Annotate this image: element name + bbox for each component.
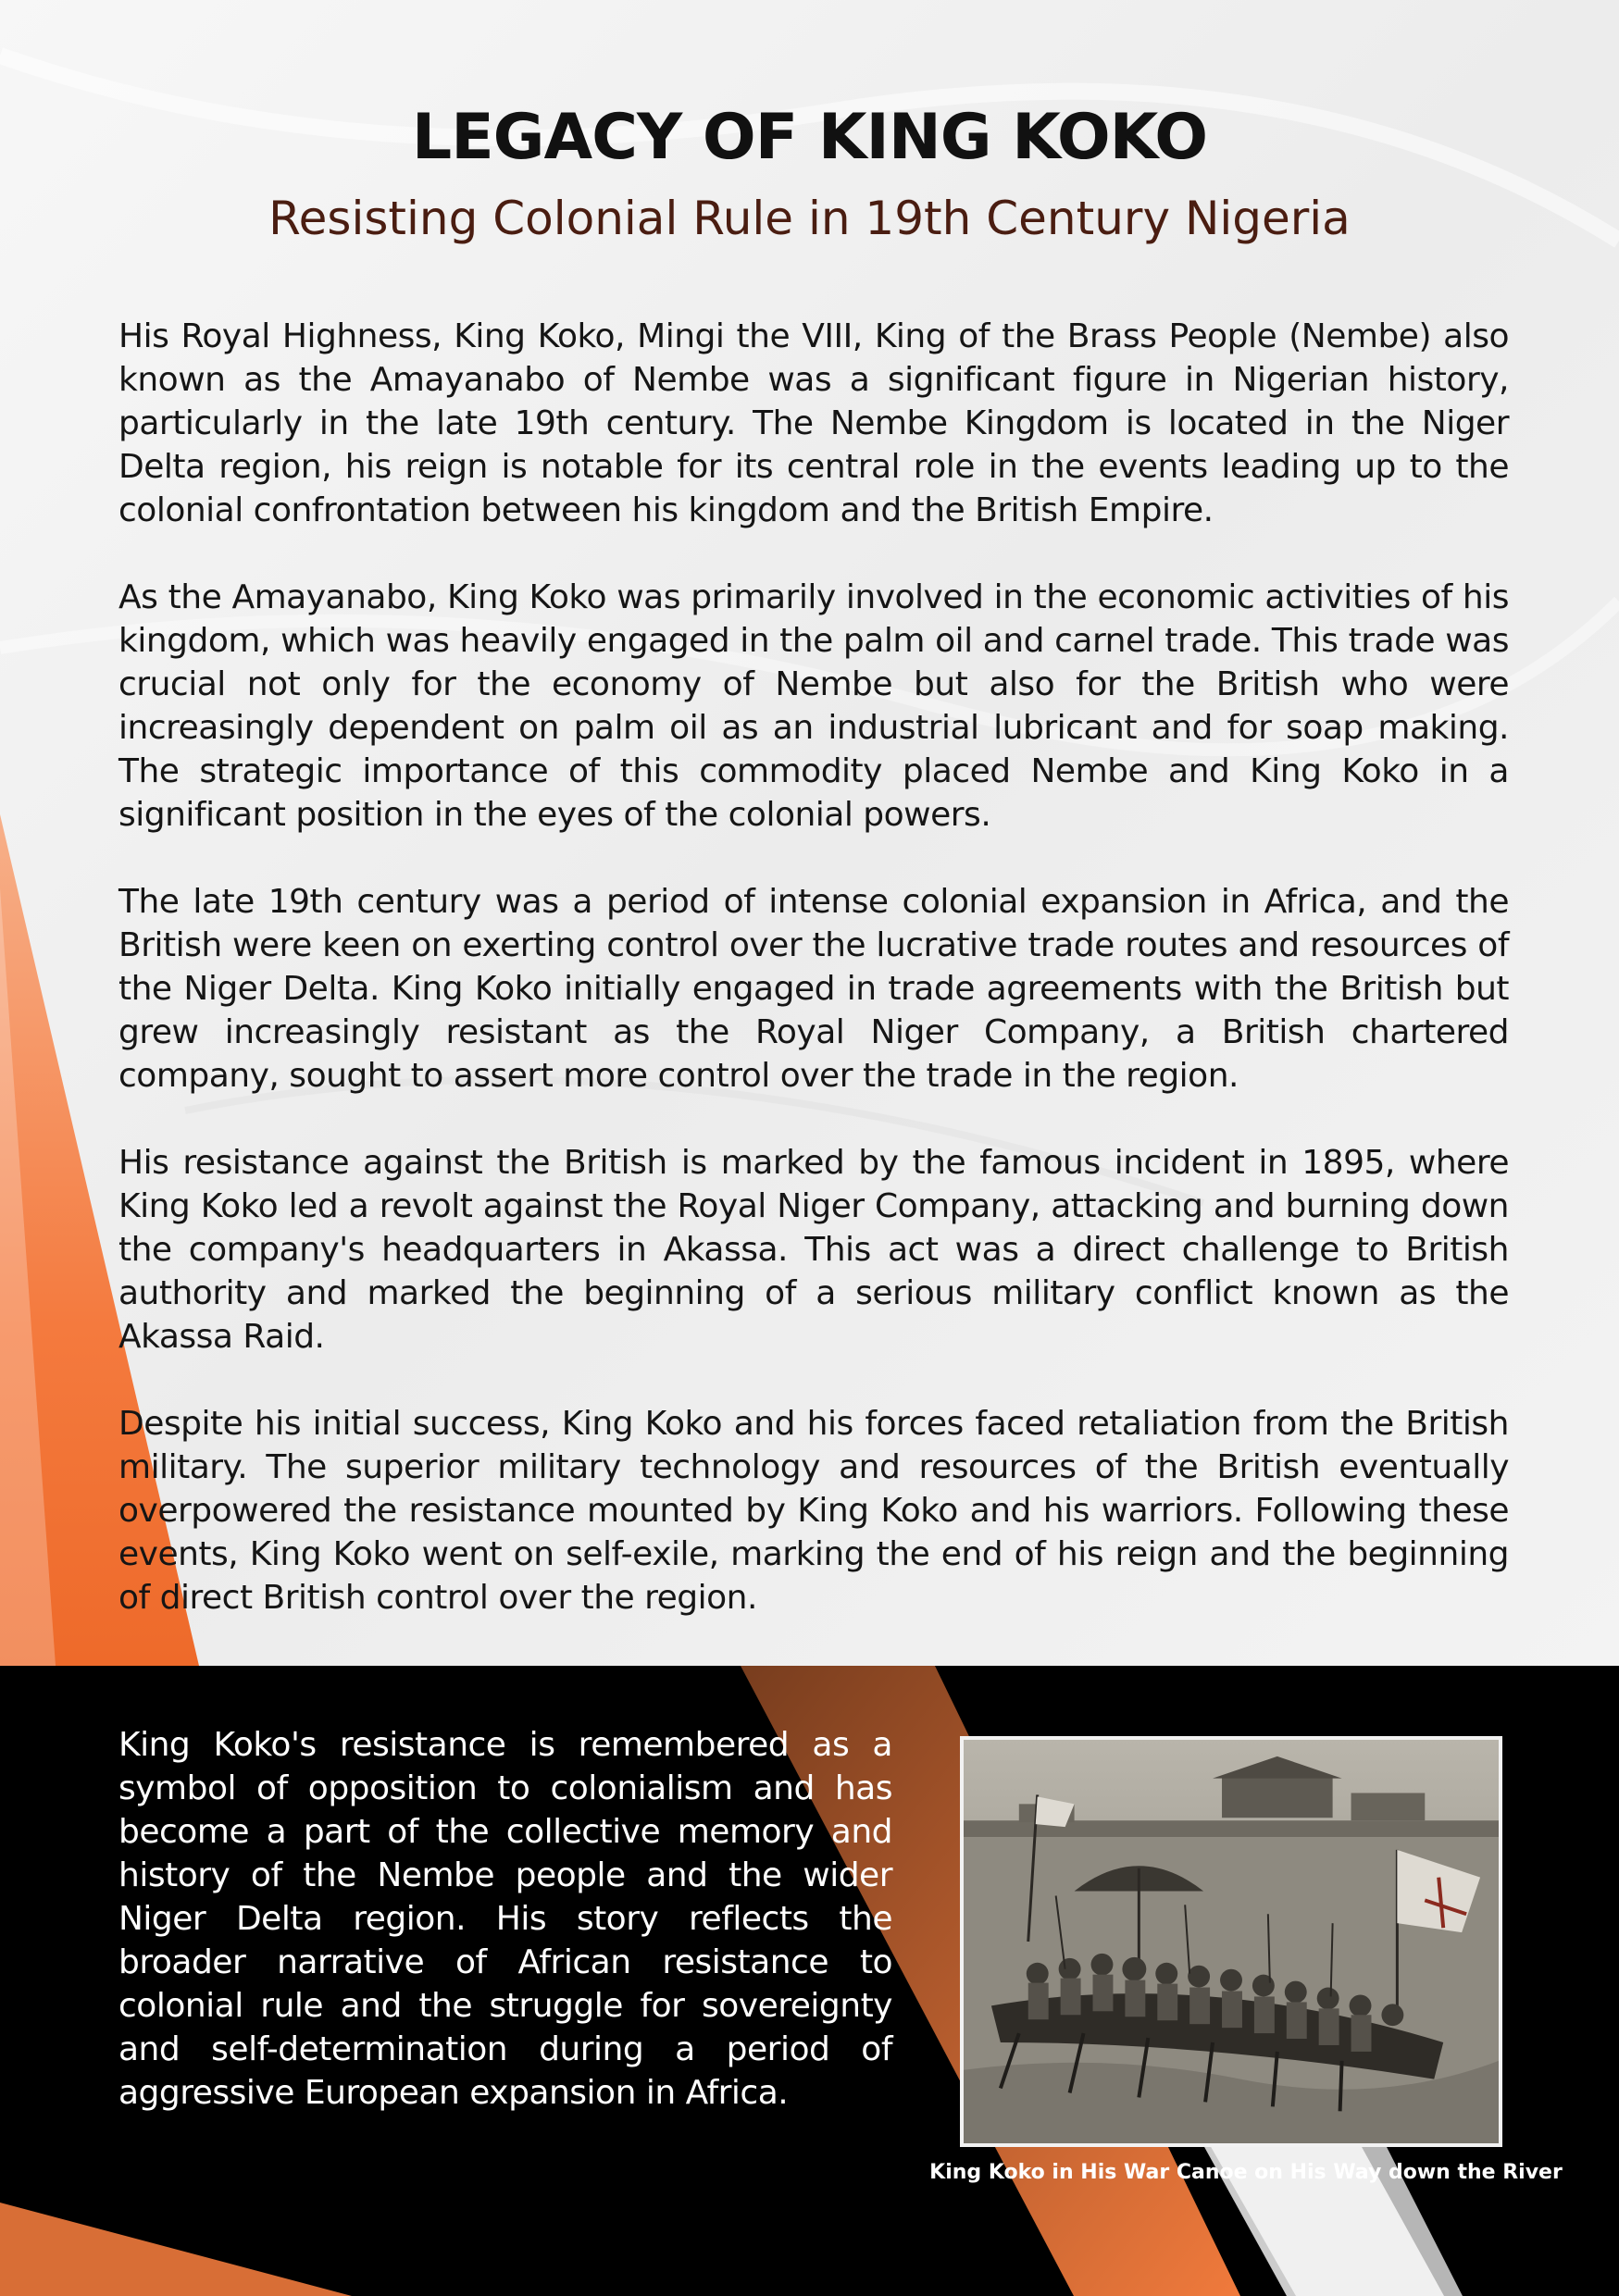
- header: [0, 101, 1619, 245]
- paragraph-5: Despite his initial success, King Koko and his forces faced retaliation from the British military. The superior military technology and resources of the British eventually overpowered the resistance mounted by King Koko and his warriors. Following these events, King Koko went on self-exile, marking the end of his reign and the beginning of direct British control over the region.: [118, 1405, 1509, 1617]
- canoe-engraving: [964, 1740, 1499, 2143]
- paragraph-1: His Royal Highness, King Koko, Mingi the VIII, King of the Brass People (Nembe) also known as the Amayanabo of Nembe was a significant figure in Nigerian history, particularly in the late 19th century. The Nembe Kingdom is located in the Niger Delta region, his reign is notable for its central role in the events leading up to the colonial confrontation between his kingdom and the British Empire.: [118, 317, 1509, 529]
- page-title: LEGACY OF KING KOKO: [411, 101, 1208, 174]
- paragraph-2: As the Amayanabo, King Koko was primarily involved in the economic activities of his kingdom, which was heavily engaged in the palm oil and carnel trade. This trade was crucial not only for the economy of Nembe but also for the British who were increasingly dependent on palm oil as an industrial lubricant and for soap making. The strategic importance of this commodity placed Nembe and King Koko in a significant position in the eyes of the colonial powers.: [118, 578, 1509, 834]
- article-body: [118, 315, 1509, 1663]
- page-subtitle: Resisting Colonial Rule in 19th Century Nigeria: [268, 191, 1351, 245]
- paragraph-4: His resistance against the British is marked by the famous incident in 1895, where King Koko led a revolt against the Royal Niger Company, attacking and burning down the company's headquarters in Akassa. This act was a direct challenge to British authority and marked the beginning of a serious military conflict known as the Akassa Raid.: [118, 1144, 1509, 1356]
- image-caption: King Koko in His War Canoe on His Way down the River: [929, 2161, 1563, 2184]
- legacy-summary: King Koko's resistance is remembered as a symbol of opposition to colonialism and has become a part of the collective memory and history of the Nembe people and the wider Niger Delta region. His story reflects the broader narrative of African resistance to colonial rule and the struggle for sovereignty and self-determination during a period of aggressive European expansion in Africa.: [118, 1726, 892, 2112]
- war-canoe-illustration: [960, 1736, 1502, 2147]
- paragraph-3: The late 19th century was a period of intense colonial expansion in Africa, and the British were keen on exerting control over the lucrative trade routes and resources of the Niger Delta. King Koko initially engaged in trade agreements with the British but grew increasingly resistant as the Royal Niger Company, a British chartered company, sought to assert more control over the trade in the region.: [118, 883, 1509, 1095]
